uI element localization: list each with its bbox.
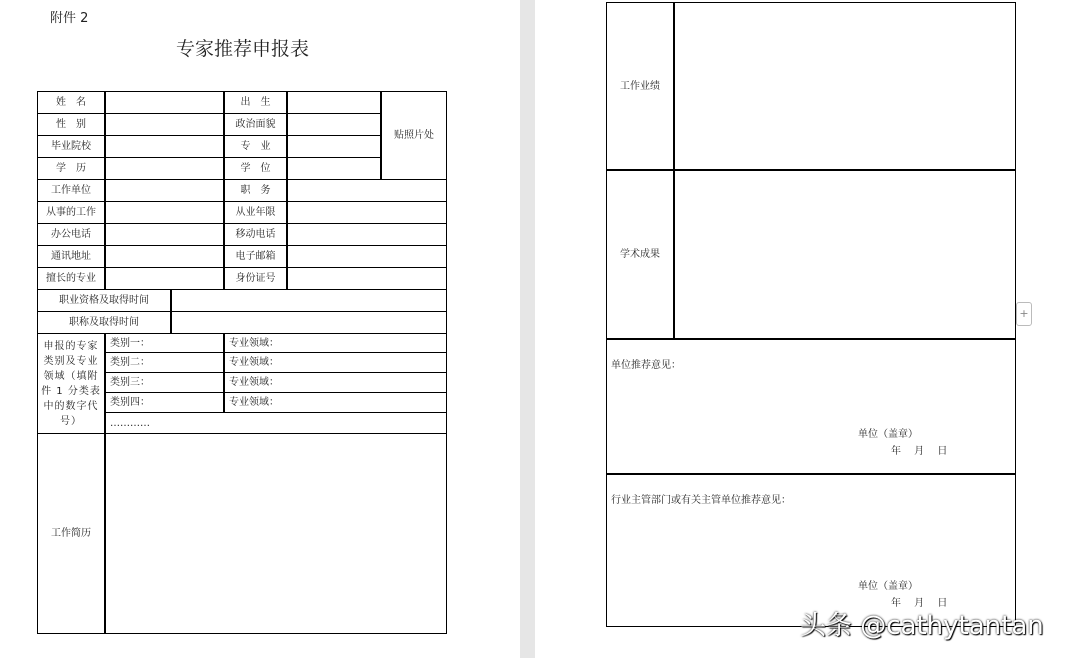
- input-position[interactable]: [287, 179, 447, 202]
- category-4[interactable]: 类别四：: [105, 392, 224, 413]
- category-more[interactable]: …………: [105, 412, 447, 434]
- field-1[interactable]: 专业领域：: [224, 333, 447, 353]
- label-position: 职 务: [224, 179, 287, 202]
- watermark: 头条 @cathytantan: [800, 611, 1044, 641]
- label-name: 姓 名: [37, 91, 105, 114]
- input-degree[interactable]: [287, 157, 381, 180]
- category-3[interactable]: 类别三：: [105, 372, 224, 393]
- label-academic: 学术成果: [606, 170, 674, 339]
- label-category: 申报的专家类别及专业领域（填附件 1 分类表中的数字代号）: [37, 333, 105, 434]
- attachment-label: 附件 2: [50, 11, 89, 26]
- field-2[interactable]: 专业领域：: [224, 352, 447, 373]
- label-id-number: 身份证号: [224, 267, 287, 290]
- unit-opinion-box[interactable]: [606, 339, 1016, 474]
- field-3[interactable]: 专业领域：: [224, 372, 447, 393]
- label-major: 专 业: [224, 135, 287, 158]
- input-name[interactable]: [105, 91, 224, 114]
- input-school[interactable]: [105, 135, 224, 158]
- input-mobile[interactable]: [287, 223, 447, 246]
- category-1[interactable]: 类别一：: [105, 333, 224, 353]
- label-work-field: 从事的工作: [37, 201, 105, 224]
- field-4[interactable]: 专业领域：: [224, 392, 447, 413]
- unit-seal: 单位（盖章）: [858, 429, 918, 440]
- page-1: [0, 0, 520, 658]
- label-gender: 性 别: [37, 113, 105, 136]
- unit-date: 年 月 日: [891, 446, 948, 457]
- dept-seal: 单位（盖章）: [858, 581, 918, 592]
- label-years: 从业年限: [224, 201, 287, 224]
- label-email: 电子邮箱: [224, 245, 287, 268]
- label-specialty: 擅长的专业: [37, 267, 105, 290]
- label-birth: 出 生: [224, 91, 287, 114]
- form-title: 专家推荐申报表: [175, 38, 309, 60]
- label-school: 毕业院校: [37, 135, 105, 158]
- photo-area: 贴照片处: [381, 91, 447, 180]
- label-achievements: 工作业绩: [606, 2, 674, 170]
- label-address: 通讯地址: [37, 245, 105, 268]
- input-office-phone[interactable]: [105, 223, 224, 246]
- label-political: 政治面貌: [224, 113, 287, 136]
- label-mobile: 移动电话: [224, 223, 287, 246]
- label-employer: 工作单位: [37, 179, 105, 202]
- input-address[interactable]: [105, 245, 224, 268]
- input-major[interactable]: [287, 135, 381, 158]
- dept-opinion-label: 行业主管部门或有关主管单位推荐意见：: [611, 495, 791, 506]
- dept-date: 年 月 日: [891, 598, 948, 609]
- label-degree: 学 位: [224, 157, 287, 180]
- input-birth[interactable]: [287, 91, 381, 114]
- label-resume: 工作简历: [37, 433, 105, 634]
- input-work-field[interactable]: [105, 201, 224, 224]
- label-office-phone: 办公电话: [37, 223, 105, 246]
- input-achievements[interactable]: [674, 2, 1016, 170]
- input-id-number[interactable]: [287, 267, 447, 290]
- input-academic[interactable]: [674, 170, 1016, 339]
- input-specialty[interactable]: [105, 267, 224, 290]
- input-resume[interactable]: [105, 433, 447, 634]
- page-2: [535, 0, 1070, 658]
- input-years[interactable]: [287, 201, 447, 224]
- input-political[interactable]: [287, 113, 381, 136]
- label-qualification: 职业资格及取得时间: [37, 289, 171, 312]
- input-education[interactable]: [105, 157, 224, 180]
- unit-opinion-label: 单位推荐意见：: [611, 360, 681, 371]
- input-employer[interactable]: [105, 179, 224, 202]
- label-title-rank: 职称及取得时间: [37, 311, 171, 334]
- page-gap: [520, 0, 535, 658]
- input-title-rank[interactable]: [171, 311, 447, 334]
- input-email[interactable]: [287, 245, 447, 268]
- label-education: 学 历: [37, 157, 105, 180]
- input-gender[interactable]: [105, 113, 224, 136]
- input-qualification[interactable]: [171, 289, 447, 312]
- category-2[interactable]: 类别二：: [105, 352, 224, 373]
- add-row-button[interactable]: +: [1016, 302, 1032, 326]
